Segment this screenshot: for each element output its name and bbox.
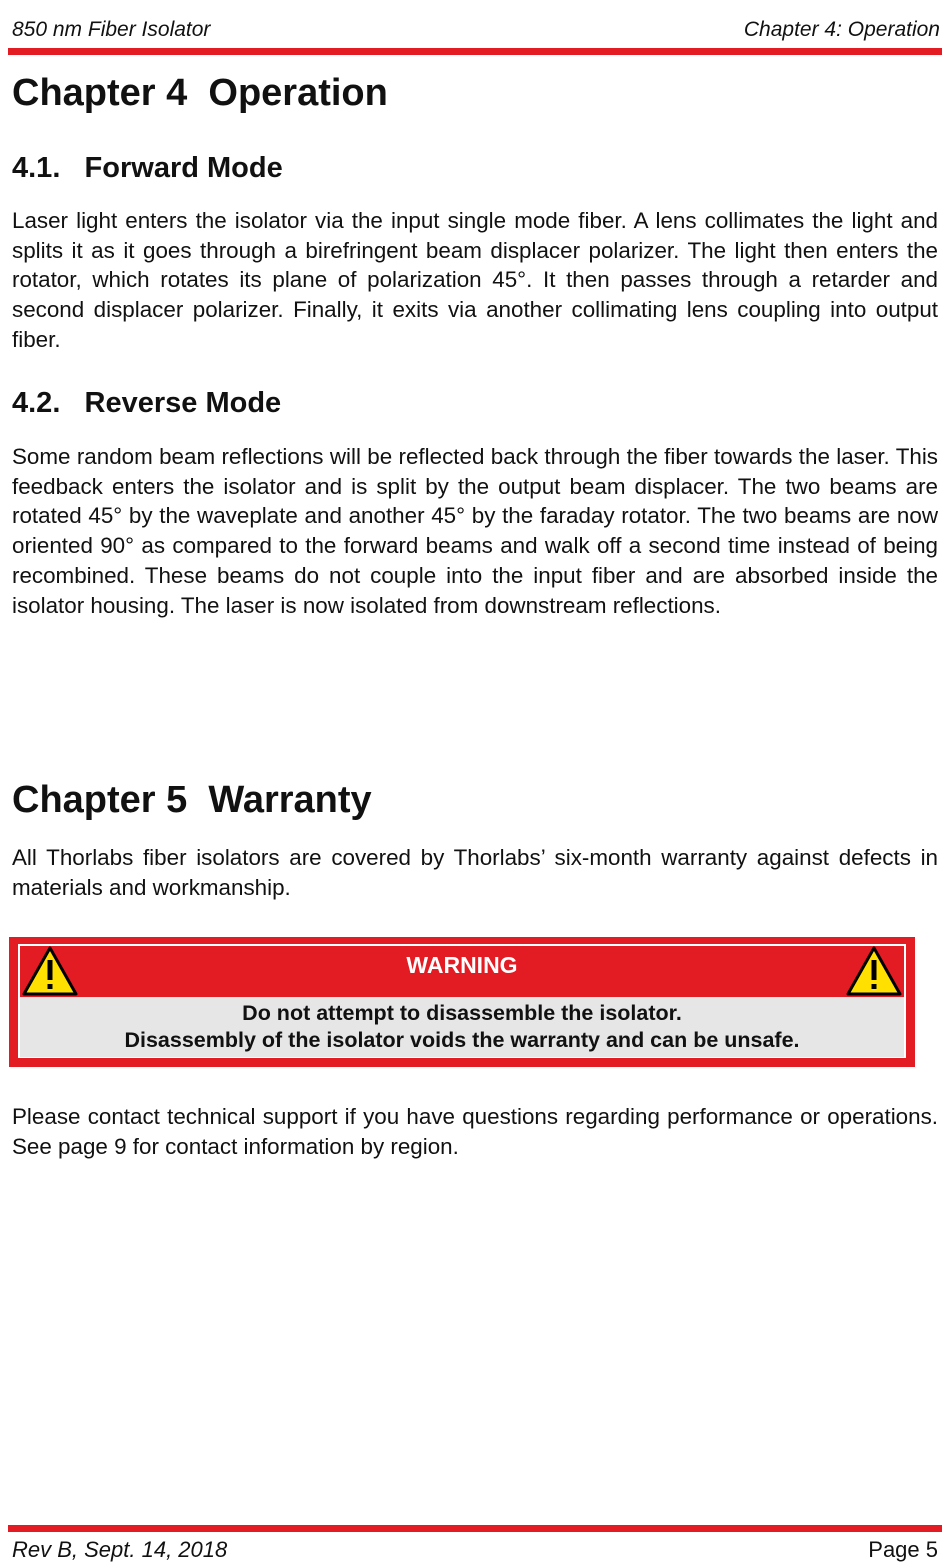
footer-page-number: Page 5 bbox=[868, 1537, 938, 1562]
warning-message bbox=[20, 997, 904, 1057]
header-rule bbox=[8, 48, 942, 55]
contact-support-text: Please contact technical support if you have questions regarding performance or operations. See page 9 for contact information by region. bbox=[12, 1104, 938, 1159]
footer-rule bbox=[8, 1525, 942, 1532]
warning-line-2: Disassembly of the isolator voids the warranty and can be unsafe. bbox=[124, 1028, 800, 1052]
footer-revision: Rev B, Sept. 14, 2018 bbox=[12, 1537, 228, 1562]
chapter-4-title: Chapter 4 Operation bbox=[12, 72, 388, 114]
chapter-5-title: Chapter 5 Warranty bbox=[12, 779, 372, 821]
warning-triangle-icon bbox=[846, 946, 902, 996]
header-chapter-title: Chapter 4: Operation bbox=[743, 18, 940, 41]
section-4-2-text: Some random beam reflections will be reflected back through the fiber towards the laser. This feedback enters the isolator and is split by the output beam displacer. The two beams are rotated 45° by the waveplate and another 45° by the faraday rotator. The two beams are now oriented 90° as compared to the forward beams and walk off a second time instead of being recombined. These beams do not couple into the input fiber and are absorbed inside the isolator housing. The laser is now isolated from downstream reflections. bbox=[12, 444, 938, 618]
page-header bbox=[12, 18, 940, 48]
warning-line-1: Do not attempt to disassemble the isolator. bbox=[242, 1001, 682, 1025]
page-footer bbox=[12, 1537, 938, 1565]
header-document-title: 850 nm Fiber Isolator bbox=[12, 18, 211, 41]
section-4-1-text: Laser light enters the isolator via the input single mode fiber. A lens collimates the light and splits it as it goes through a birefringent beam displacer polarizer. The light then enters the rotator, which rotates its plane of polarization 45°. It then passes through a retarder and second displacer polarizer. Finally, it exits via another collimating lens coupling into output fiber. bbox=[12, 208, 938, 352]
section-4-2-heading: 4.2. Reverse Mode bbox=[12, 387, 282, 419]
warranty-intro-text: All Thorlabs fiber isolators are covered by Thorlabs’ six-month warranty against defects in materials and workmanship. bbox=[12, 845, 938, 900]
warning-box bbox=[9, 937, 915, 1067]
section-4-1-heading: 4.1. Forward Mode bbox=[12, 152, 283, 184]
warning-title: WARNING bbox=[406, 952, 518, 978]
